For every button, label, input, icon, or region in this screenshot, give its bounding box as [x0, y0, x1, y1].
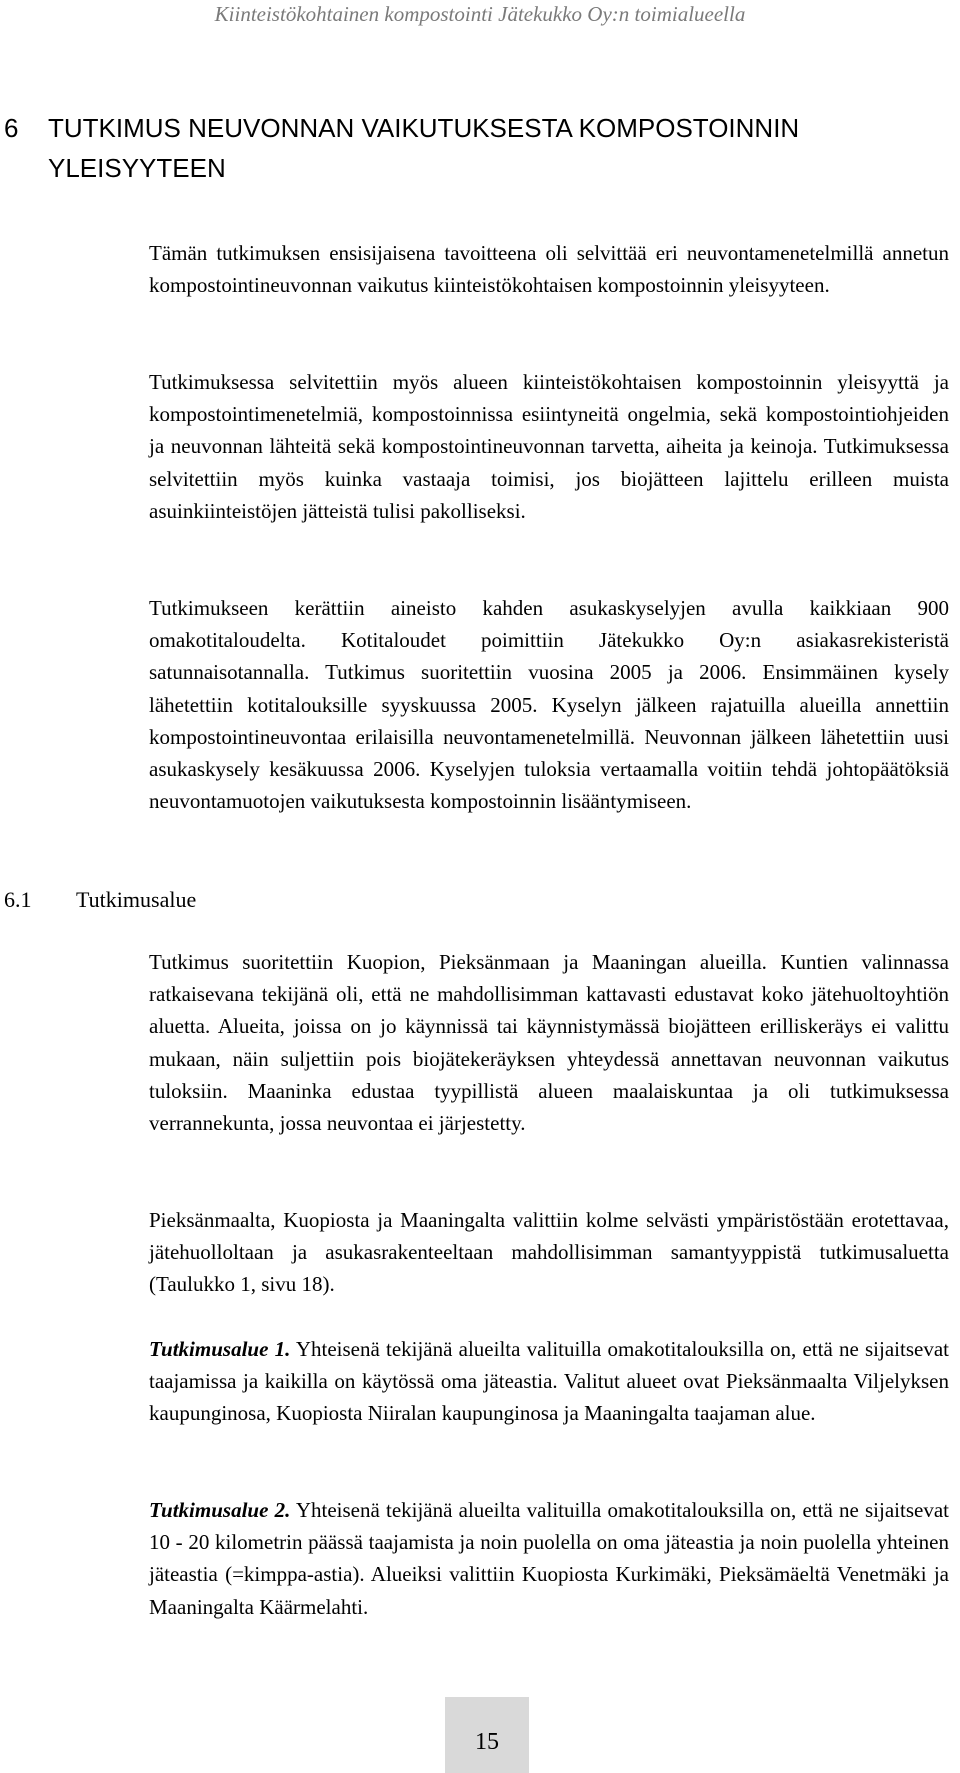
page-number: 15	[475, 1729, 499, 1755]
area-text-1: Yhteisenä tekijänä alueilta valituilla omakotitalouksilla on, että ne sijaitsevat taajamissa ja kaikilla on käytössä oma jäteastia. Valitut alueet ovat Pieksänmaalta Viljelyksen kaupunginosa, Kuopiosta Niiralan kaupunginosa ja Maaningalta taajaman alue.	[149, 1337, 949, 1426]
area-label-1: Tutkimusalue 1.	[149, 1337, 291, 1361]
chapter-number: 6	[4, 113, 19, 143]
area-paragraph-2: Pieksänmaalta, Kuopiosta ja Maaningalta valittiin kolme selvästi ympäristöstään erotettavaa, jätehuolloltaan ja asukasrakenteeltaan mahdollisimman samantyyppistä tutkimusaluetta (Taulukko 1, sivu 18).	[149, 1208, 949, 1297]
section-heading	[4, 884, 196, 916]
page-number-box	[445, 1697, 529, 1773]
section-number: 6.1	[4, 887, 32, 912]
area-text-2: Yhteisenä tekijänä alueilta valituilla omakotitalouksilla on, että ne sijaitsevat 10 - 20 kilometrin päässä taajamista ja noin puolella on oma jäteastia ja noin puolella yhteinen jäteastia (=kimppa-astia). Alueiksi valittiin Kuopiosta Kurkimäki, Pieksämäeltä Venetmäki ja Maaningalta Käärmelahti.	[149, 1498, 949, 1619]
intro-paragraph-3: Tutkimukseen kerättiin aineisto kahden asukaskyselyjen avulla kaikkiaan 900 omakotitaloudelta. Kotitaloudet poimittiin Jätekukko Oy:n asiakasrekisteristä satunnaisotannalla. Tutkimus suoritettiin vuosina 2005 ja 2006. Ensimmäinen kysely lähetettiin kotitalouksille syyskuussa 2005. Kyselyn jälkeen rajatuilla alueilla annettiin kompostointineuvontaa erilaisilla neuvontamenetelmillä. Neuvonnan jälkeen lähetettiin uusi asukaskysely kesäkuussa 2006. Kyselyjen tuloksia vertaamalla voitiin tehdä johtopäätöksiä neuvontamuotojen vaikutuksesta kompostoinnin lisääntymiseen.	[149, 596, 949, 814]
area-paragraph-3	[149, 1333, 949, 1430]
intro-paragraph-1: Tämän tutkimuksen ensisijaisena tavoitteena oli selvittää eri neuvontamenetelmillä annetun kompostointineuvonnan vaikutus kiinteistökohtaisen kompostoinnin yleisyyteen.	[149, 241, 949, 298]
chapter-title	[0, 108, 960, 188]
area-label-2: Tutkimusalue 2.	[149, 1498, 291, 1522]
intro-paragraph-2: Tutkimuksessa selvitettiin myös alueen kiinteistökohtaisen kompostoinnin yleisyyttä ja kompostointimenetelmiä, kompostoinnissa esiintyneitä ongelmia, sekä kompostointiohjeiden ja neuvonnan lähteitä sekä kompostointineuvonnan tarvetta, aiheita ja keinoja. Tutkimuksessa selvitettiin myös kuinka vastaaja toimisi, jos biojätteen lajittelu erilleen muista asuinkiinteistöjen jätteistä tulisi pakolliseksi.	[149, 370, 949, 523]
chapter-title-text: TUTKIMUS NEUVONNAN VAIKUTUKSESTA KOMPOSTOINNIN YLEISYYTEEN	[48, 113, 800, 183]
section-title: Tutkimusalue	[76, 887, 197, 912]
running-header: Kiinteistökohtainen kompostointi Jätekukko Oy:n toimialueella	[214, 2, 746, 26]
area-paragraph-4	[149, 1494, 949, 1623]
area-paragraph-1: Tutkimus suoritettiin Kuopion, Pieksänmaan ja Maaningan alueilla. Kuntien valinnassa ratkaisevana tekijänä oli, että ne mahdollisimman kattavasti edustavat koko jätehuoltoyhtiön aluetta. Alueita, joissa on jo käynnissä tai käynnistymässä biojätteen erilliskeräys ei valittu mukaan, näin suljettiin pois biojätekeräyksen yhteydessä annettavan neuvonnan vaikutus tuloksiin. Maaninka edustaa tyypillistä alueen maalaiskuntaa ja oli tutkimuksessa verrannekunta, jossa neuvontaa ei järjestetty.	[149, 950, 949, 1136]
